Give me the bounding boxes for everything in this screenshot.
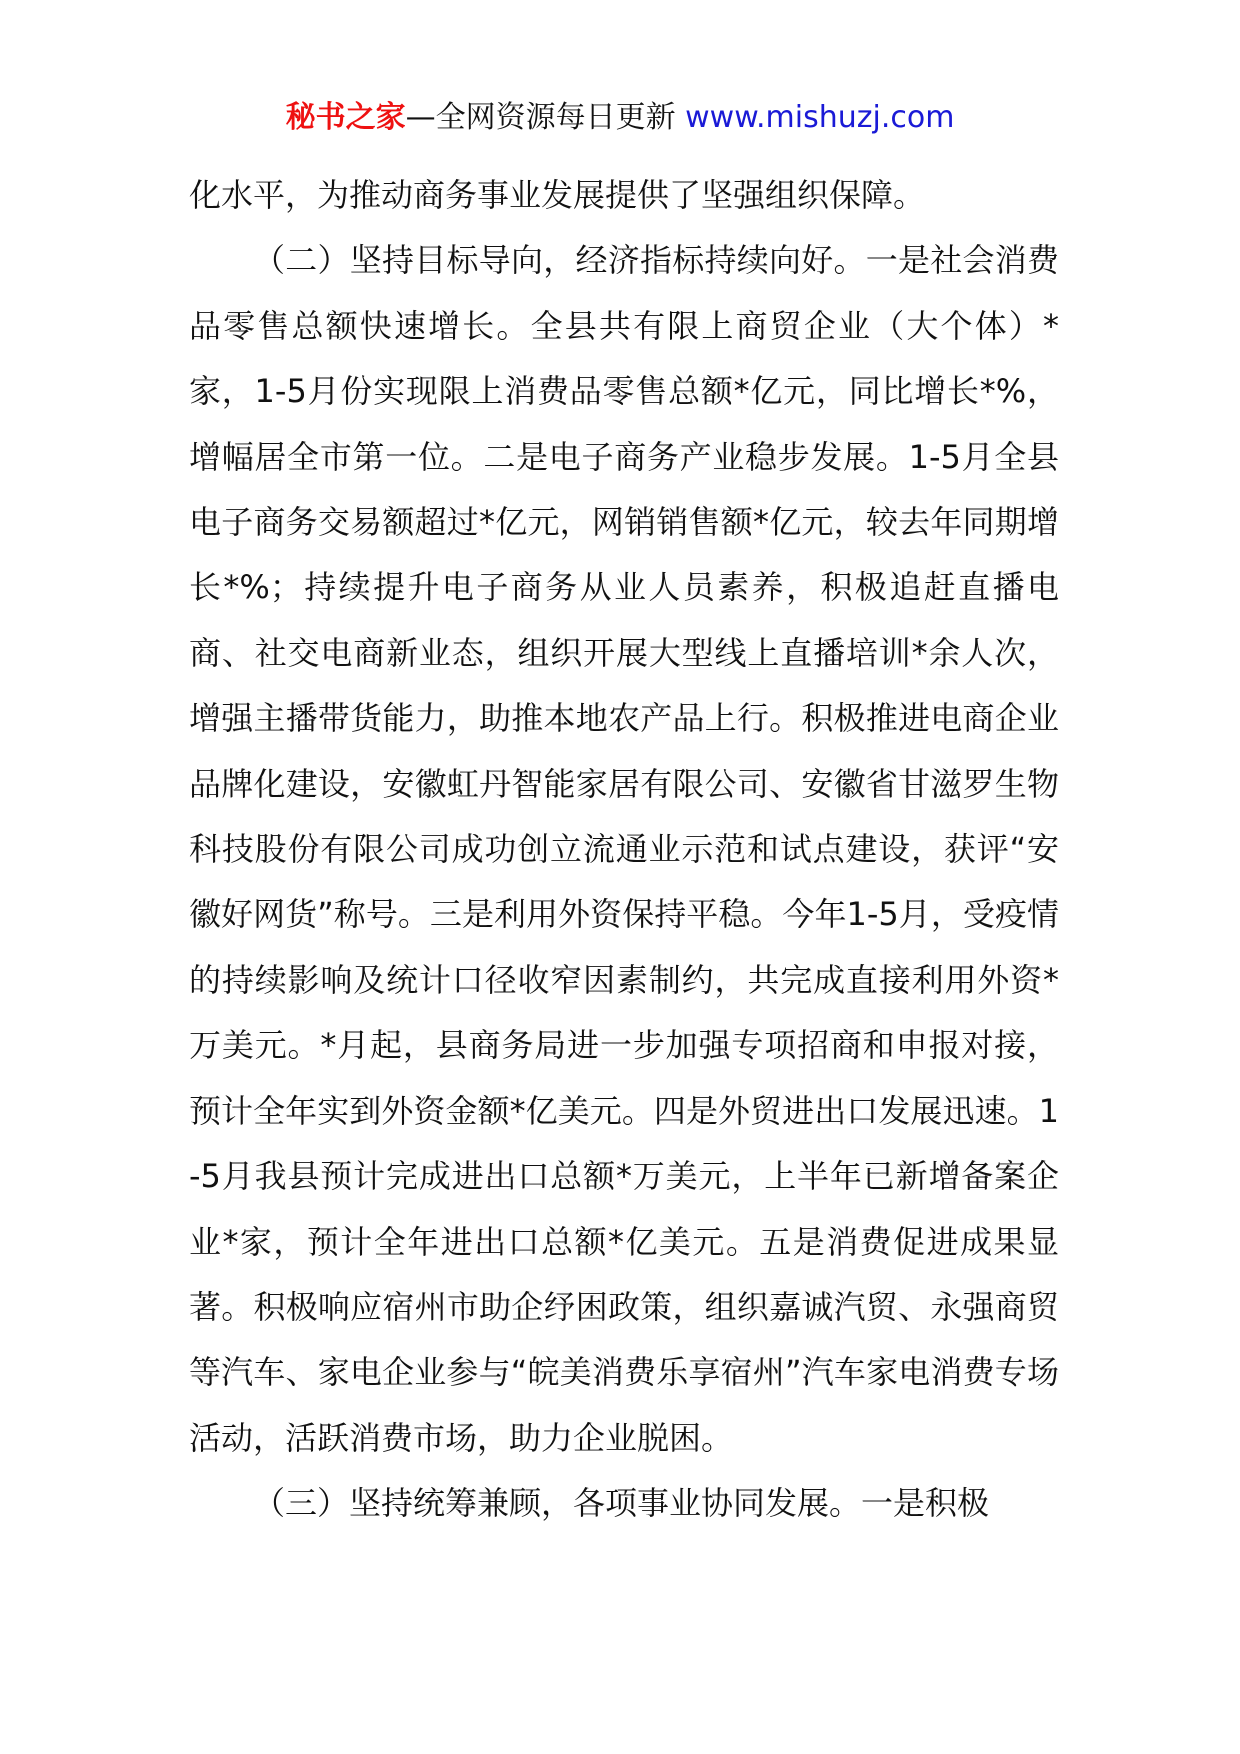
header-slogan: —全网资源每日更新 (405, 100, 676, 135)
page-header (0, 98, 1240, 138)
paragraph-continuation: 化水平，为推动商务事业发展提供了坚强组织保障。 (189, 176, 926, 214)
document-body (189, 163, 1059, 1537)
brand-name: 秘书之家 (285, 100, 406, 135)
website-link[interactable]: www.mishuzj.com (685, 100, 955, 135)
paragraph-section-3: （三）坚持统筹兼顾，各项事业协同发展。一是积极 (253, 1484, 990, 1523)
paragraph-section-2: （二）坚持目标导向，经济指标持续向好。一是社会消费品零售总额快速增长。全县共有限上商贸企业（大个体）*家，1-5月份实现限上消费品零售总额*亿元，同比增长*%，增幅居全市第一位。二是电子商务产业稳步发展。1-5月全县电子商务交易额超过*亿元，网销销售额*亿元，较去年同期增长*%；持续提升电子商务从业人员素养，积极追赶直播电商、社交电商新业态，组织开展大型线上直播培训*余人次，增强主播带货能力，助推本地农产品上行。积极推进电商企业品牌化建设，安徽虹丹智能家居有限公司、安徽省甘滋罗生物科技股份有限公司成功创立流通业示范和试点建设，获评“安徽好网货”称号。三是利用外资保持平稳。今年1-5月，受疫情的持续影响及统计口径收窄因素制约，共完成直接利用外资*万美元。*月起，县商务局进一步加强专项招商和申报对接，预计全年实到外资金额*亿美元。四是外贸进出口发展迅速。1-5月我县预计完成进出口总额*万美元，上半年已新增备案企业*家，预计全年进出口总额*亿美元。五是消费促进成果显著。积极响应宿州市助企纾困政策，组织嘉诚汽贸、永强商贸等汽车、家电企业参与“皖美消费乐享宿州”汽车家电消费专场活动，活跃消费市场，助力企业脱困。 (189, 241, 1059, 1457)
